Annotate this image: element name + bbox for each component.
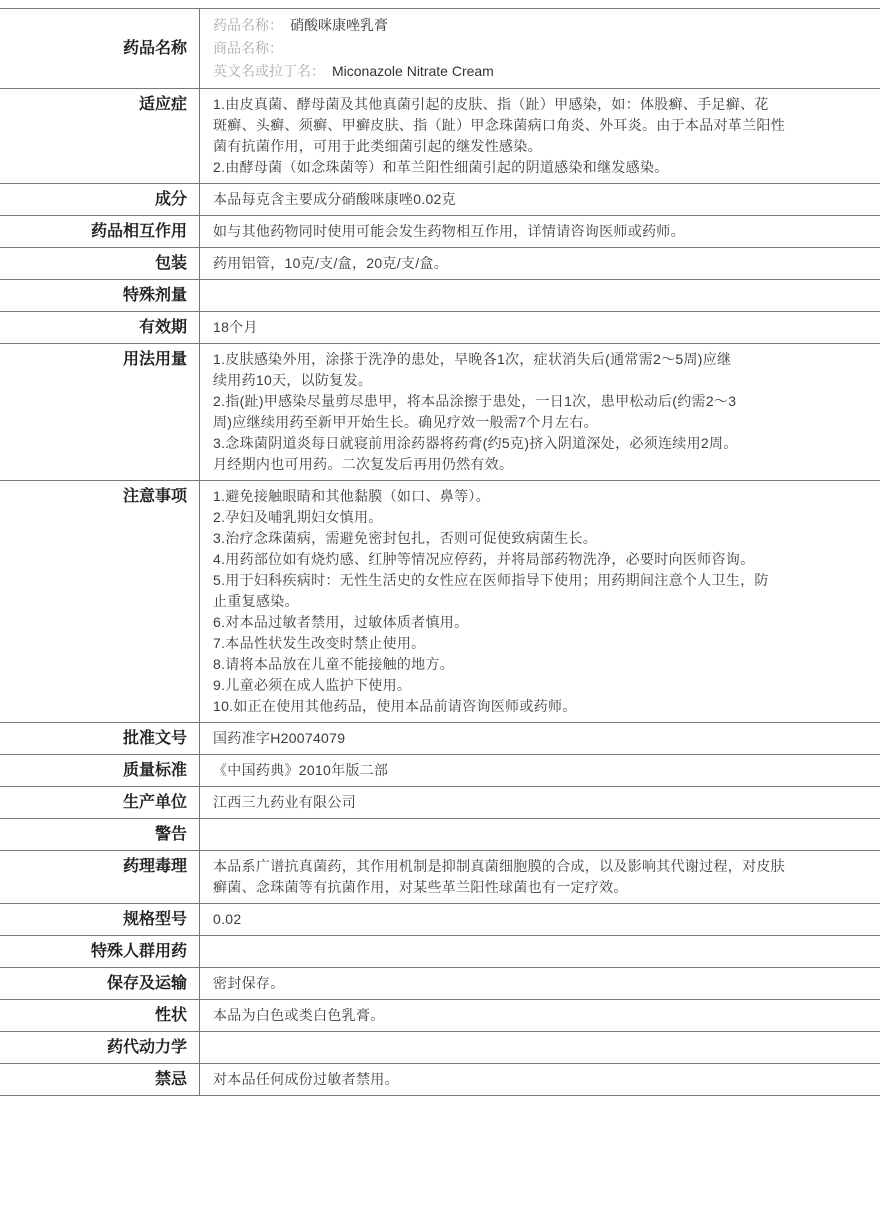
content-line: 国药准字H20074079 (213, 728, 866, 749)
content-line: 3.治疗念珠菌病，需避免密封包扎，否则可促使致病菌生长。 (213, 528, 866, 549)
content-line: 8.请将本品放在儿童不能接触的地方。 (213, 654, 866, 675)
content-line: 6.对本品过敏者禁用，过敏体质者慎用。 (213, 612, 866, 633)
row-label-drug-name: 药品名称 (0, 9, 200, 89)
content-line: 5.用于妇科疾病时：无性生活史的女性应在医师指导下使用；用药期间注意个人卫生，防 (213, 570, 866, 591)
content-line: 1.避免接触眼睛和其他黏膜（如口、鼻等）。 (213, 486, 866, 507)
row-content-contraindications (200, 1064, 880, 1096)
content-line: 4.用药部位如有烧灼感、红肿等情况应停药，并将局部药物洗净，必要时向医师咨询。 (213, 549, 866, 570)
row-content-pharmacokinetics (200, 1032, 880, 1064)
field-value: Miconazole Nitrate Cream (332, 63, 494, 79)
table-row-pharmacokinetics (0, 1032, 880, 1064)
field-key: 药品名称： (213, 17, 283, 33)
table-row-manufacturer (0, 787, 880, 819)
content-line: 癣菌、念珠菌等有抗菌作用，对某些革兰阳性球菌也有一定疗效。 (213, 877, 866, 898)
content-line: 2.由酵母菌（如念珠菌等）和革兰阳性细菌引起的阴道感染和继发感染。 (213, 157, 866, 178)
row-content-dosage-usage (200, 344, 880, 481)
row-label-warning: 警告 (0, 819, 200, 851)
table-row-storage-transport (0, 968, 880, 1000)
content-line: 0.02 (213, 909, 866, 930)
table-row-packaging (0, 248, 880, 280)
drug-info-page (0, 8, 880, 1208)
row-content-drug-interactions (200, 216, 880, 248)
content-line: 18个月 (213, 317, 866, 338)
table-row-approval-number (0, 723, 880, 755)
content-line: 菌有抗菌作用，可用于此类细菌引起的继发性感染。 (213, 136, 866, 157)
content-line: 月经期内也可用药。二次复发后再用仍然有效。 (213, 454, 866, 475)
table-row-precautions (0, 481, 880, 723)
field-line (213, 14, 866, 37)
content-line: 密封保存。 (213, 973, 866, 994)
row-label-manufacturer: 生产单位 (0, 787, 200, 819)
field-line (213, 60, 866, 83)
content-line: 周)应继续用药至新甲开始生长。确见疗效一般需7个月左右。 (213, 412, 866, 433)
row-content-indications (200, 89, 880, 184)
content-line: 1.由皮真菌、酵母菌及其他真菌引起的皮肤、指（趾）甲感染，如：体股癣、手足癣、花 (213, 94, 866, 115)
row-content-packaging (200, 248, 880, 280)
row-content-precautions (200, 481, 880, 723)
table-row-shelf-life (0, 312, 880, 344)
table-row-special-populations (0, 936, 880, 968)
content-line: 止重复感染。 (213, 591, 866, 612)
drug-info-table (0, 8, 880, 1096)
content-line: 续用药10天，以防复发。 (213, 370, 866, 391)
row-label-properties: 性状 (0, 1000, 200, 1032)
row-content-approval-number (200, 723, 880, 755)
content-line: 本品为白色或类白色乳膏。 (213, 1005, 866, 1026)
row-content-properties (200, 1000, 880, 1032)
row-content-shelf-life (200, 312, 880, 344)
row-content-quality-standard (200, 755, 880, 787)
table-row-ingredients (0, 184, 880, 216)
content-line: 药用铝管，10克/支/盒，20克/支/盒。 (213, 253, 866, 274)
table-row-special-dosage (0, 280, 880, 312)
row-label-ingredients: 成分 (0, 184, 200, 216)
table-row-dosage-usage (0, 344, 880, 481)
field-key: 商品名称： (213, 40, 283, 56)
row-content-drug-name (200, 9, 880, 89)
row-label-shelf-life: 有效期 (0, 312, 200, 344)
field-key: 英文名或拉丁名： (213, 63, 325, 79)
field-line (213, 37, 866, 60)
row-label-pharmacokinetics: 药代动力学 (0, 1032, 200, 1064)
content-line: 2.孕妇及哺乳期妇女慎用。 (213, 507, 866, 528)
content-line: 7.本品性状发生改变时禁止使用。 (213, 633, 866, 654)
content-line: 1.皮肤感染外用，涂搽于洗净的患处，早晚各1次，症状消失后(通常需2～5周)应继 (213, 349, 866, 370)
row-label-storage-transport: 保存及运输 (0, 968, 200, 1000)
row-label-precautions: 注意事项 (0, 481, 200, 723)
table-row-pharmacology-toxicology (0, 851, 880, 904)
table-row-contraindications (0, 1064, 880, 1096)
row-content-pharmacology-toxicology (200, 851, 880, 904)
content-line: 3.念珠菌阴道炎每日就寝前用涂药器将药膏(约5克)挤入阴道深处，必须连续用2周。 (213, 433, 866, 454)
row-label-pharmacology-toxicology: 药理毒理 (0, 851, 200, 904)
row-content-ingredients (200, 184, 880, 216)
row-content-storage-transport (200, 968, 880, 1000)
row-label-quality-standard: 质量标准 (0, 755, 200, 787)
table-row-drug-name (0, 9, 880, 89)
table-row-indications (0, 89, 880, 184)
content-line: 江西三九药业有限公司 (213, 792, 866, 813)
table-row-warning (0, 819, 880, 851)
row-content-manufacturer (200, 787, 880, 819)
row-content-warning (200, 819, 880, 851)
content-line: 斑癣、头癣、须癣、甲癣皮肤、指（趾）甲念珠菌病口角炎、外耳炎。由于本品对革兰阳性 (213, 115, 866, 136)
content-line: 10.如正在使用其他药品，使用本品前请咨询医师或药师。 (213, 696, 866, 717)
table-row-properties (0, 1000, 880, 1032)
row-label-special-dosage: 特殊剂量 (0, 280, 200, 312)
row-label-dosage-usage: 用法用量 (0, 344, 200, 481)
row-label-specification: 规格型号 (0, 904, 200, 936)
row-label-drug-interactions: 药品相互作用 (0, 216, 200, 248)
row-content-specification (200, 904, 880, 936)
row-label-contraindications: 禁忌 (0, 1064, 200, 1096)
table-row-drug-interactions (0, 216, 880, 248)
row-label-approval-number: 批准文号 (0, 723, 200, 755)
row-content-special-populations (200, 936, 880, 968)
content-line: 9.儿童必须在成人监护下使用。 (213, 675, 866, 696)
content-line: 本品系广谱抗真菌药，其作用机制是抑制真菌细胞膜的合成，以及影响其代谢过程，对皮肤 (213, 856, 866, 877)
content-line: 对本品任何成份过敏者禁用。 (213, 1069, 866, 1090)
content-line: 本品每克含主要成分硝酸咪康唑0.02克 (213, 189, 866, 210)
content-line: 《中国药典》2010年版二部 (213, 760, 866, 781)
table-row-quality-standard (0, 755, 880, 787)
table-row-specification (0, 904, 880, 936)
drug-info-table-body (0, 9, 880, 1096)
row-label-indications: 适应症 (0, 89, 200, 184)
content-line: 2.指(趾)甲感染尽量剪尽患甲，将本品涂擦于患处，一日1次，患甲松动后(约需2～3 (213, 391, 866, 412)
content-line: 如与其他药物同时使用可能会发生药物相互作用，详情请咨询医师或药师。 (213, 221, 866, 242)
row-content-special-dosage (200, 280, 880, 312)
row-label-packaging: 包装 (0, 248, 200, 280)
field-value: 硝酸咪康唑乳膏 (290, 17, 388, 33)
row-label-special-populations: 特殊人群用药 (0, 936, 200, 968)
